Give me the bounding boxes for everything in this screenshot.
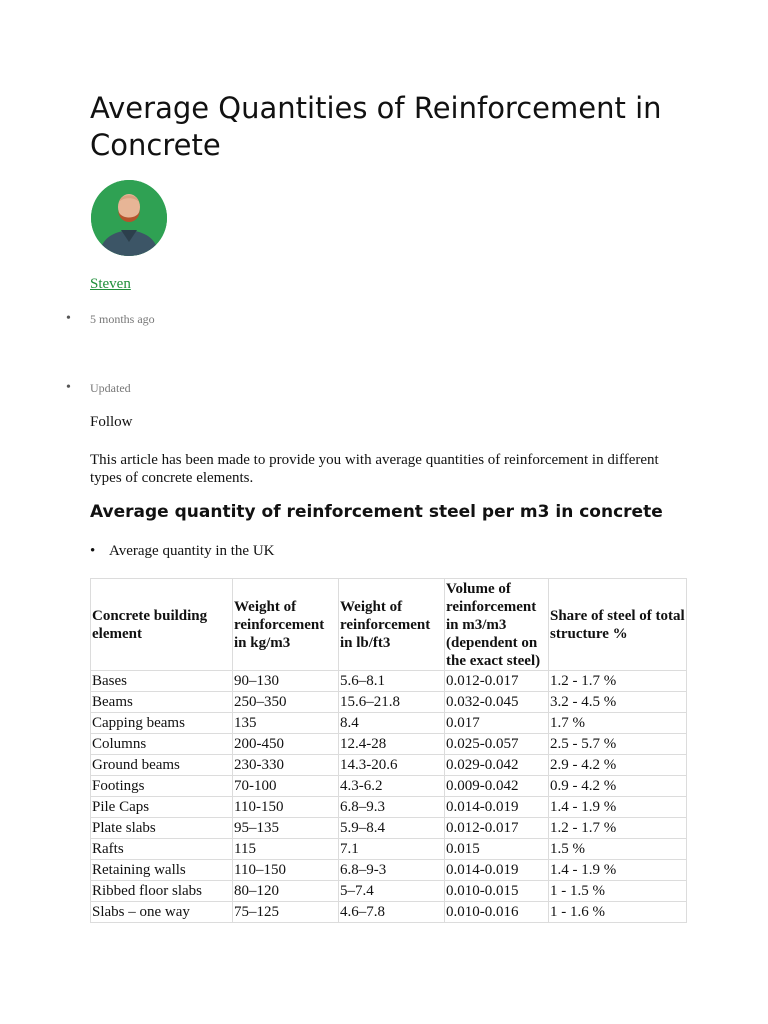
cell-weight-kg: 250–350 [233, 692, 339, 713]
cell-element: Footings [91, 776, 233, 797]
header-weight-lb: Weight of reinforcement in lb/ft3 [339, 579, 445, 671]
list-item: • Average quantity in the UK [90, 543, 275, 560]
cell-volume: 0.025-0.057 [445, 734, 549, 755]
cell-weight-kg: 75–125 [233, 902, 339, 923]
cell-weight-kg: 200-450 [233, 734, 339, 755]
cell-weight-kg: 80–120 [233, 881, 339, 902]
cell-volume: 0.012-0.017 [445, 818, 549, 839]
meta-list-updated [0, 381, 400, 396]
cell-weight-kg: 110-150 [233, 797, 339, 818]
cell-element: Plate slabs [91, 818, 233, 839]
cell-weight-lb: 4.6–7.8 [339, 902, 445, 923]
cell-share: 1.2 - 1.7 % [549, 671, 687, 692]
header-element: Concrete building element [91, 579, 233, 671]
cell-volume: 0.014-0.019 [445, 797, 549, 818]
table-row [91, 860, 687, 881]
bullet-icon: • [66, 380, 71, 395]
meta-updated-text: Updated [90, 381, 131, 395]
author-link[interactable]: Steven [90, 276, 131, 292]
table-row [91, 839, 687, 860]
cell-element: Beams [91, 692, 233, 713]
section-heading: Average quantity of reinforcement steel per m3 in concrete [90, 502, 663, 522]
cell-share: 1.4 - 1.9 % [549, 860, 687, 881]
cell-volume: 0.010-0.015 [445, 881, 549, 902]
cell-weight-lb: 8.4 [339, 713, 445, 734]
table-row [91, 692, 687, 713]
cell-weight-lb: 5–7.4 [339, 881, 445, 902]
cell-element: Pile Caps [91, 797, 233, 818]
cell-share: 1.7 % [549, 713, 687, 734]
cell-weight-kg: 95–135 [233, 818, 339, 839]
cell-weight-lb: 14.3-20.6 [339, 755, 445, 776]
cell-weight-kg: 110–150 [233, 860, 339, 881]
cell-weight-lb: 12.4-28 [339, 734, 445, 755]
cell-weight-lb: 6.8–9-3 [339, 860, 445, 881]
cell-volume: 0.032-0.045 [445, 692, 549, 713]
cell-share: 1 - 1.6 % [549, 902, 687, 923]
cell-weight-kg: 230-330 [233, 755, 339, 776]
cell-volume: 0.012-0.017 [445, 671, 549, 692]
cell-volume: 0.017 [445, 713, 549, 734]
meta-time [0, 312, 400, 327]
cell-volume: 0.029-0.042 [445, 755, 549, 776]
cell-weight-kg: 135 [233, 713, 339, 734]
cell-volume: 0.014-0.019 [445, 860, 549, 881]
cell-weight-kg: 115 [233, 839, 339, 860]
cell-volume: 0.009-0.042 [445, 776, 549, 797]
table-row [91, 818, 687, 839]
table-row [91, 902, 687, 923]
meta-list-time [0, 312, 400, 327]
cell-weight-kg: 90–130 [233, 671, 339, 692]
cell-share: 2.5 - 5.7 % [549, 734, 687, 755]
cell-weight-lb: 4.3-6.2 [339, 776, 445, 797]
intro-paragraph: This article has been made to provide you with average quantities of reinforcement in different types of concrete elements. [90, 452, 659, 486]
cell-share: 0.9 - 4.2 % [549, 776, 687, 797]
header-weight-kg: Weight of reinforcement in kg/m3 [233, 579, 339, 671]
page-title: Average Quantities of Reinforcement in Concrete [90, 91, 662, 162]
cell-share: 1.4 - 1.9 % [549, 797, 687, 818]
cell-weight-lb: 6.8–9.3 [339, 797, 445, 818]
table-row [91, 881, 687, 902]
table-row [91, 713, 687, 734]
table-body [91, 671, 687, 923]
person-icon [91, 180, 167, 256]
cell-share: 1.2 - 1.7 % [549, 818, 687, 839]
cell-element: Slabs – one way [91, 902, 233, 923]
table-row [91, 734, 687, 755]
cell-weight-lb: 5.6–8.1 [339, 671, 445, 692]
bullet-icon: • [66, 311, 71, 326]
cell-share: 1 - 1.5 % [549, 881, 687, 902]
cell-volume: 0.010-0.016 [445, 902, 549, 923]
cell-weight-kg: 70-100 [233, 776, 339, 797]
table-row [91, 755, 687, 776]
follow-button[interactable]: Follow [90, 414, 133, 430]
table-row [91, 776, 687, 797]
cell-share: 1.5 % [549, 839, 687, 860]
cell-weight-lb: 15.6–21.8 [339, 692, 445, 713]
cell-element: Capping beams [91, 713, 233, 734]
author-avatar[interactable] [91, 180, 167, 256]
cell-share: 2.9 - 4.2 % [549, 755, 687, 776]
meta-time-text: 5 months ago [90, 312, 155, 326]
cell-element: Retaining walls [91, 860, 233, 881]
cell-volume: 0.015 [445, 839, 549, 860]
reinforcement-table [90, 578, 687, 923]
cell-element: Ground beams [91, 755, 233, 776]
cell-element: Rafts [91, 839, 233, 860]
header-share: Share of steel of total structure % [549, 579, 687, 671]
bullet-list [90, 543, 275, 560]
table-row [91, 797, 687, 818]
cell-element: Ribbed floor slabs [91, 881, 233, 902]
meta-updated [0, 381, 400, 396]
cell-element: Bases [91, 671, 233, 692]
header-volume: Volume of reinforcement in m3/m3 (dependent on the exact steel) [445, 579, 549, 671]
cell-share: 3.2 - 4.5 % [549, 692, 687, 713]
table-row [91, 671, 687, 692]
cell-element: Columns [91, 734, 233, 755]
table-header-row [91, 579, 687, 671]
cell-weight-lb: 5.9–8.4 [339, 818, 445, 839]
cell-weight-lb: 7.1 [339, 839, 445, 860]
